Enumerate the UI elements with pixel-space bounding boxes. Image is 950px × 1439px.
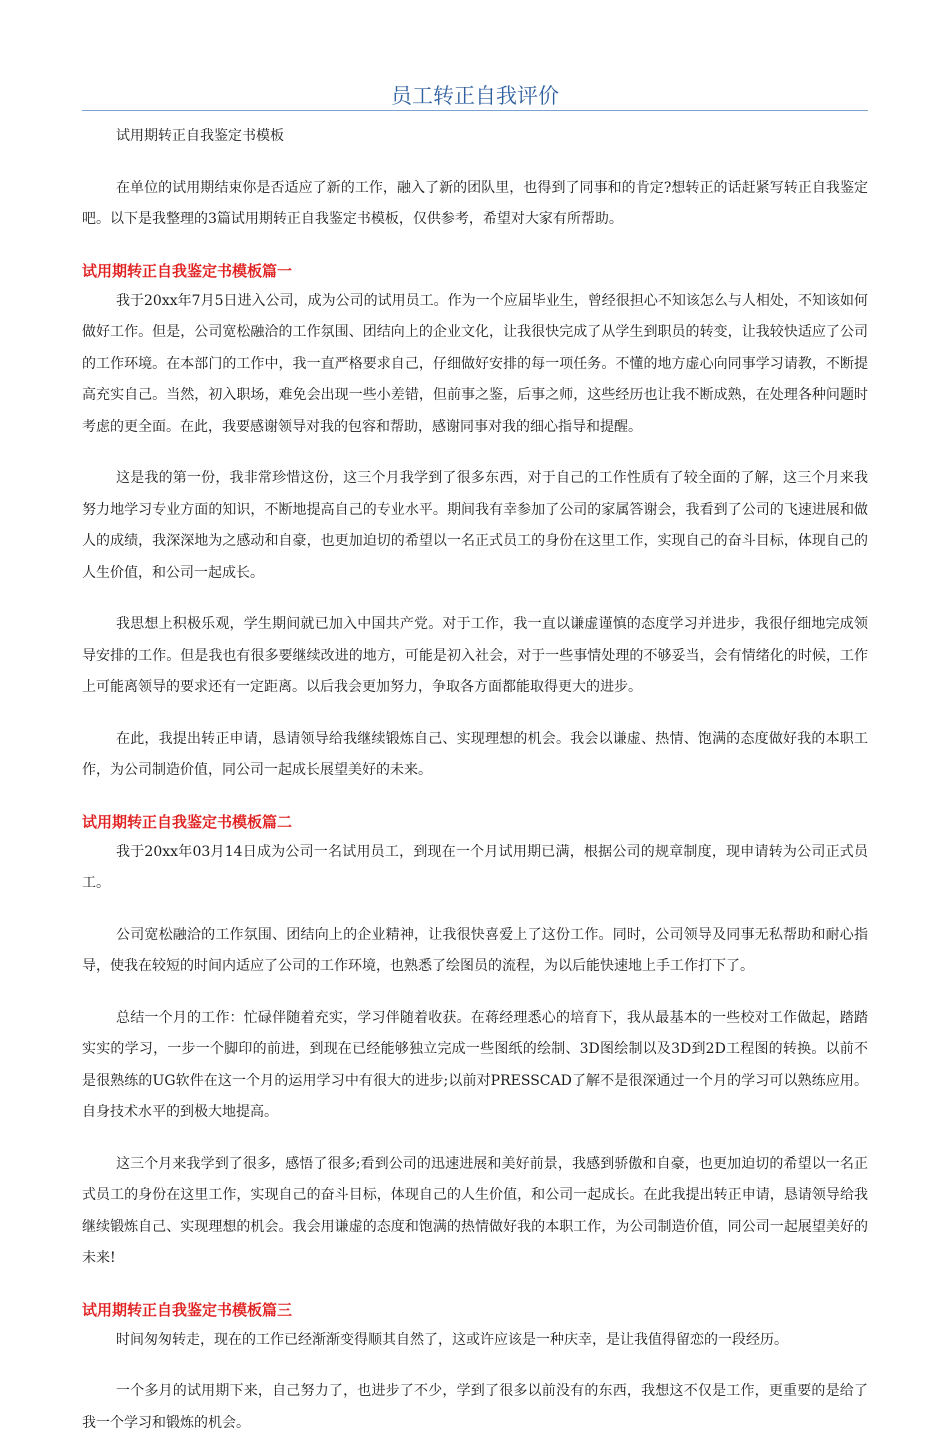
intro-paragraph: 在单位的试用期结束你是否适应了新的工作，融入了新的团队里，也得到了同事和的肯定?想转正的话赶紧写转正自我鉴定吧。以下是我整理的3篇试用期转正自我鉴定书模板，仅供参考，希望对大家有所帮助。 [82,179,868,227]
section-3-paragraph-2: 一个多月的试用期下来，自己努力了，也进步了不少，学到了很多以前没有的东西，我想这不仅是工作，更重要的是给了我一个学习和锻炼的机会。 [82,1383,868,1431]
section-2-paragraph-3: 总结一个月的工作：忙碌伴随着充实，学习伴随着收获。在蒋经理悉心的培育下，我从最基本的一些校对工作做起，踏踏实实的学习，一步一个脚印的前进，到现在已经能够独立完成一些图纸的绘制、3D图绘制以及3D到2D工程图的转换。以前不是很熟练的UG软件在这一个月的运用学习中有很大的进步;以前对PRESSCAD了解不是很深通过一个月的学习可以熟练应用。自身技术水平的到极大地提高。 [82,1009,868,1120]
section-heading-3: 试用期转正自我鉴定书模板篇三 [82,1300,293,1319]
document-title: 员工转正自我评价 [391,84,559,108]
section-1-paragraph-4: 在此，我提出转正申请，恳请领导给我继续锻炼自己、实现理想的机会。我会以谦虚、热情、饱满的态度做好我的本职工作，为公司制造价值，同公司一起成长展望美好的未来。 [82,730,868,778]
section-heading-1: 试用期转正自我鉴定书模板篇一 [82,261,293,280]
document-page [82,0,868,1439]
document-subtitle: 试用期转正自我鉴定书模板 [116,128,284,144]
section-2-paragraph-4: 这三个月来我学到了很多，感悟了很多;看到公司的迅速进展和美好前景，我感到骄傲和自豪，也更加迫切的希望以一名正式员工的身份在这里工作，实现自己的奋斗目标，体现自己的人生价值，和公司一起成长。在此我提出转正申请，恳请领导给我继续锻炼自己、实现理想的机会。我会用谦虚的态度和饱满的热情做好我的本职工作，为公司制造价值，同公司一起展望美好的未来! [82,1155,868,1266]
section-3-paragraph-1: 时间匆匆转走，现在的工作已经渐渐变得顺其自然了，这或许应该是一种庆幸，是让我值得留恋的一段经历。 [116,1331,788,1348]
title-divider [82,110,868,111]
section-1-paragraph-2: 这是我的第一份，我非常珍惜这份，这三个月我学到了很多东西，对于自己的工作性质有了较全面的了解，这三个月来我努力地学习专业方面的知识，不断地提高自己的专业水平。期间我有幸参加了公司的家属答谢会，我看到了公司的飞速进展和做人的成绩，我深深地为之感动和自豪，也更加迫切的希望以一名正式员工的身份在这里工作，实现自己的奋斗目标，体现自己的人生价值，和公司一起成长。 [82,470,868,581]
section-2-paragraph-2: 公司宽松融洽的工作氛围、团结向上的企业精神，让我很快喜爱上了这份工作。同时，公司领导及同事无私帮助和耐心指导，使我在较短的时间内适应了公司的工作环境，也熟悉了绘图员的流程，为以后能快速地上手工作打下了。 [82,926,868,974]
section-2-paragraph-1: 我于20xx年03月14日成为公司一名试用员工，到现在一个月试用期已满，根据公司的规章制度，现申请转为公司正式员工。 [82,843,868,891]
section-heading-2: 试用期转正自我鉴定书模板篇二 [82,812,293,831]
section-1-paragraph-3: 我思想上积极乐观，学生期间就已加入中国共产党。对于工作，我一直以谦虚谨慎的态度学习并进步，我很仔细地完成领导安排的工作。但是我也有很多要继续改进的地方，可能是初入社会，对于一些事情处理的不够妥当，会有情绪化的时候，工作上可能离领导的要求还有一定距离。以后我会更加努力，争取各方面都能取得更大的进步。 [82,616,868,695]
section-1-paragraph-1: 我于20xx年7月5日进入公司，成为公司的试用员工。作为一个应届毕业生，曾经很担心不知该怎么与人相处，不知该如何做好工作。但是，公司宽松融洽的工作氛围、团结向上的企业文化，让我很快完成了从学生到职员的转变，让我较快适应了公司的工作环境。在本部门的工作中，我一直严格要求自己，仔细做好安排的每一项任务。不懂的地方虚心向同事学习请教，不断提高充实自己。当然，初入职场，难免会出现一些小差错，但前事之鉴，后事之师，这些经历也让我不断成熟，在处理各种问题时考虑的更全面。在此，我要感谢领导对我的包容和帮助，感谢同事对我的细心指导和提醒。 [82,292,868,435]
